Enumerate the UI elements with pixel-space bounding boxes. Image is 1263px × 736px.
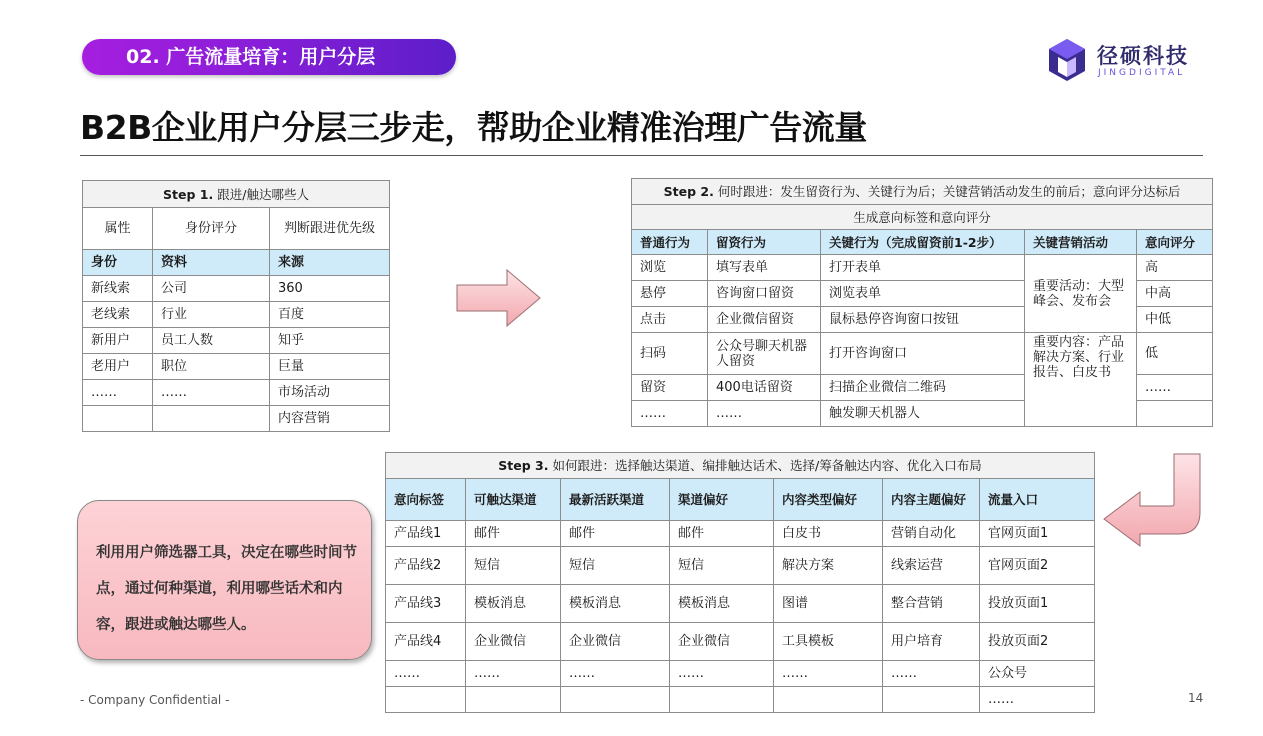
- page-number: 14: [1188, 691, 1204, 705]
- table-cell: 打开表单: [821, 255, 1025, 281]
- table-cell: 触发聊天机器人: [821, 401, 1025, 427]
- activity-cell-1: 重要活动：大型峰会、发布会: [1025, 255, 1137, 333]
- step2-subcaption: 生成意向标签和意向评分: [632, 205, 1213, 230]
- table-cell: 短信: [561, 547, 670, 585]
- table-cell: 白皮书: [774, 521, 883, 547]
- step3-header: 可触达渠道: [466, 479, 561, 521]
- table-cell: 员工人数: [153, 328, 270, 354]
- activity-cell-2: 重要内容：产品解决方案、行业报告、白皮书: [1025, 333, 1137, 427]
- table-cell: 邮件: [670, 521, 774, 547]
- page-title: B2B企业用户分层三步走，帮助企业精准治理广告流量: [80, 108, 867, 147]
- table-cell: 营销自动化: [883, 521, 980, 547]
- table-cell: 新用户: [83, 328, 153, 354]
- step1-subheader: 身份评分: [153, 208, 270, 250]
- table-cell: 产品线3: [386, 585, 466, 623]
- table-cell: 模板消息: [670, 585, 774, 623]
- table-cell: 邮件: [561, 521, 670, 547]
- table-cell: 老用户: [83, 354, 153, 380]
- table-cell: 企业微信: [670, 623, 774, 661]
- table-cell: [774, 687, 883, 713]
- table-cell: 知乎: [270, 328, 390, 354]
- table-cell: 留资: [632, 375, 708, 401]
- table-cell: [83, 406, 153, 432]
- table-cell: 填写表单: [708, 255, 821, 281]
- table-cell: [561, 687, 670, 713]
- table-cell: 百度: [270, 302, 390, 328]
- table-cell: 打开咨询窗口: [821, 333, 1025, 375]
- step2-header: 普通行为: [632, 230, 708, 255]
- logo-text-en: JINGDIGITAL: [1098, 68, 1186, 78]
- table-cell: 模板消息: [561, 585, 670, 623]
- table-cell: 模板消息: [466, 585, 561, 623]
- table-cell: 产品线1: [386, 521, 466, 547]
- table-cell: 巨量: [270, 354, 390, 380]
- step1-header: 来源: [270, 250, 390, 276]
- step2-header: 留资行为: [708, 230, 821, 255]
- table-cell: [466, 687, 561, 713]
- table-cell: 浏览表单: [821, 281, 1025, 307]
- table-cell: 扫描企业微信二维码: [821, 375, 1025, 401]
- step2-table: [631, 178, 1213, 427]
- table-cell: 用户培育: [883, 623, 980, 661]
- table-cell: 短信: [670, 547, 774, 585]
- table-cell: 市场活动: [270, 380, 390, 406]
- table-row: [83, 380, 390, 406]
- table-cell: ……: [561, 661, 670, 687]
- table-cell: 工具模板: [774, 623, 883, 661]
- table-cell: 扫码: [632, 333, 708, 375]
- table-cell: [670, 687, 774, 713]
- step1-subheader: 判断跟进优先级: [270, 208, 390, 250]
- table-row: [83, 302, 390, 328]
- table-cell: 短信: [466, 547, 561, 585]
- table-cell: 中高: [1137, 281, 1213, 307]
- step2-caption: Step 2. 何时跟进：发生留资行为、关键行为后；关键营销活动发生的前后；意向评分达标后: [632, 179, 1213, 205]
- step1-subheader: 属性: [83, 208, 153, 250]
- step1-table: [82, 180, 390, 432]
- table-cell: ……: [632, 401, 708, 427]
- table-cell: 投放页面2: [980, 623, 1095, 661]
- table-cell: 老线索: [83, 302, 153, 328]
- table-cell: 职位: [153, 354, 270, 380]
- table-row: [83, 406, 390, 432]
- table-cell: ……: [774, 661, 883, 687]
- table-cell: [386, 687, 466, 713]
- table-cell: 高: [1137, 255, 1213, 281]
- table-cell: 公众号: [980, 661, 1095, 687]
- table-cell: 新线索: [83, 276, 153, 302]
- table-cell: 点击: [632, 307, 708, 333]
- table-cell: 线索运营: [883, 547, 980, 585]
- table-cell: 产品线2: [386, 547, 466, 585]
- table-row: [632, 333, 1213, 375]
- logo-text-cn: 径硕科技: [1097, 44, 1189, 68]
- table-row: [386, 521, 1095, 547]
- title-divider: [80, 155, 1203, 156]
- step2-header: 关键营销活动: [1025, 230, 1137, 255]
- table-cell: 悬停: [632, 281, 708, 307]
- table-cell: ……: [670, 661, 774, 687]
- arrow-right-icon: [455, 267, 543, 329]
- table-row: [386, 661, 1095, 687]
- table-cell: 浏览: [632, 255, 708, 281]
- table-cell: 企业微信: [561, 623, 670, 661]
- table-cell: 公司: [153, 276, 270, 302]
- table-cell: 投放页面1: [980, 585, 1095, 623]
- step3-header: 流量入口: [980, 479, 1095, 521]
- table-cell: 邮件: [466, 521, 561, 547]
- step3-caption: Step 3. 如何跟进：选择触达渠道、编排触达话术、选择/筹备触达内容、优化入口布局: [386, 453, 1095, 479]
- table-cell: ……: [1137, 375, 1213, 401]
- table-cell: 官网页面1: [980, 521, 1095, 547]
- table-cell: 咨询窗口留资: [708, 281, 821, 307]
- table-cell: 行业: [153, 302, 270, 328]
- table-cell: 400电话留资: [708, 375, 821, 401]
- table-cell: 低: [1137, 333, 1213, 375]
- table-cell: ……: [153, 380, 270, 406]
- table-cell: [883, 687, 980, 713]
- table-cell: 企业微信: [466, 623, 561, 661]
- table-cell: 中低: [1137, 307, 1213, 333]
- table-cell: 解决方案: [774, 547, 883, 585]
- table-cell: ……: [466, 661, 561, 687]
- table-row: [83, 354, 390, 380]
- table-row: [386, 687, 1095, 713]
- table-cell: ……: [708, 401, 821, 427]
- step3-header: 意向标签: [386, 479, 466, 521]
- table-row: [386, 623, 1095, 661]
- step3-header: 渠道偏好: [670, 479, 774, 521]
- step3-header: 最新活跃渠道: [561, 479, 670, 521]
- table-cell: ……: [980, 687, 1095, 713]
- callout-note: 利用用户筛选器工具，决定在哪些时间节点，通过何种渠道，利用哪些话术和内容，跟进或触达哪些人。: [77, 500, 372, 660]
- confidential-footer: - Company Confidential -: [80, 693, 230, 707]
- table-row: [632, 255, 1213, 281]
- curved-arrow-icon: [1102, 452, 1202, 547]
- step1-caption: Step 1. 跟进/触达哪些人: [83, 181, 390, 208]
- step3-table: [385, 452, 1095, 713]
- step1-header: 身份: [83, 250, 153, 276]
- table-cell: [1137, 401, 1213, 427]
- table-cell: 360: [270, 276, 390, 302]
- table-cell: 鼠标悬停咨询窗口按钮: [821, 307, 1025, 333]
- table-row: [386, 585, 1095, 623]
- table-cell: ……: [83, 380, 153, 406]
- table-cell: 企业微信留资: [708, 307, 821, 333]
- table-cell: 官网页面2: [980, 547, 1095, 585]
- table-cell: [153, 406, 270, 432]
- table-row: [386, 547, 1095, 585]
- company-logo: [1047, 37, 1207, 83]
- logo-mark-icon: [1047, 37, 1087, 83]
- step2-header: 关键行为（完成留资前1-2步）: [821, 230, 1025, 255]
- table-cell: 产品线4: [386, 623, 466, 661]
- step1-header: 资料: [153, 250, 270, 276]
- table-cell: 图谱: [774, 585, 883, 623]
- step2-header: 意向评分: [1137, 230, 1213, 255]
- section-label: 02. 广告流量培育：用户分层: [82, 39, 456, 75]
- table-cell: 公众号聊天机器人留资: [708, 333, 821, 375]
- table-cell: 整合营销: [883, 585, 980, 623]
- table-cell: 内容营销: [270, 406, 390, 432]
- table-cell: ……: [386, 661, 466, 687]
- step3-header: 内容主题偏好: [883, 479, 980, 521]
- table-row: [83, 328, 390, 354]
- table-cell: ……: [883, 661, 980, 687]
- step3-header: 内容类型偏好: [774, 479, 883, 521]
- table-row: [83, 276, 390, 302]
